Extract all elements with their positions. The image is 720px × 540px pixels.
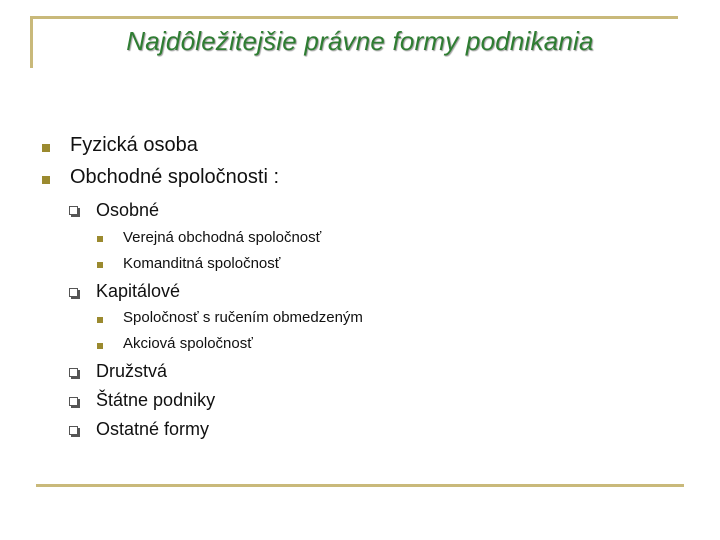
list-item: Akciová spoločnosť (123, 335, 253, 352)
square-bullet-icon (97, 343, 103, 349)
list-item: Spoločnosť s ručením obmedzeným (123, 309, 363, 326)
square-bullet-icon (42, 176, 50, 184)
list-item: Obchodné spoločnosti : (70, 166, 280, 188)
square-bullet-icon (42, 144, 50, 152)
list-item: Verejná obchodná spoločnosť (123, 229, 322, 246)
checkbox-bullet-icon (69, 368, 78, 377)
frame-top-line (30, 16, 678, 19)
square-bullet-icon (97, 317, 103, 323)
checkbox-bullet-icon (69, 288, 78, 297)
checkbox-bullet-icon (69, 397, 78, 406)
list-item: Osobné (96, 200, 160, 220)
list-item: Štátne podniky (96, 390, 216, 410)
list-item: Komanditná spoločnosť (123, 255, 281, 272)
list-item: Ostatné formy (96, 419, 210, 439)
checkbox-bullet-icon (69, 206, 78, 215)
square-bullet-icon (97, 236, 103, 242)
list-item: Družstvá (96, 361, 168, 381)
frame-bottom-line (36, 484, 684, 487)
square-bullet-icon (97, 262, 103, 268)
checkbox-bullet-icon (69, 426, 78, 435)
list-item: Fyzická osoba (70, 134, 198, 156)
list-item: Kapitálové (96, 281, 181, 301)
slide-title: Najdôležitejšie právne formy podnikania (126, 26, 594, 56)
